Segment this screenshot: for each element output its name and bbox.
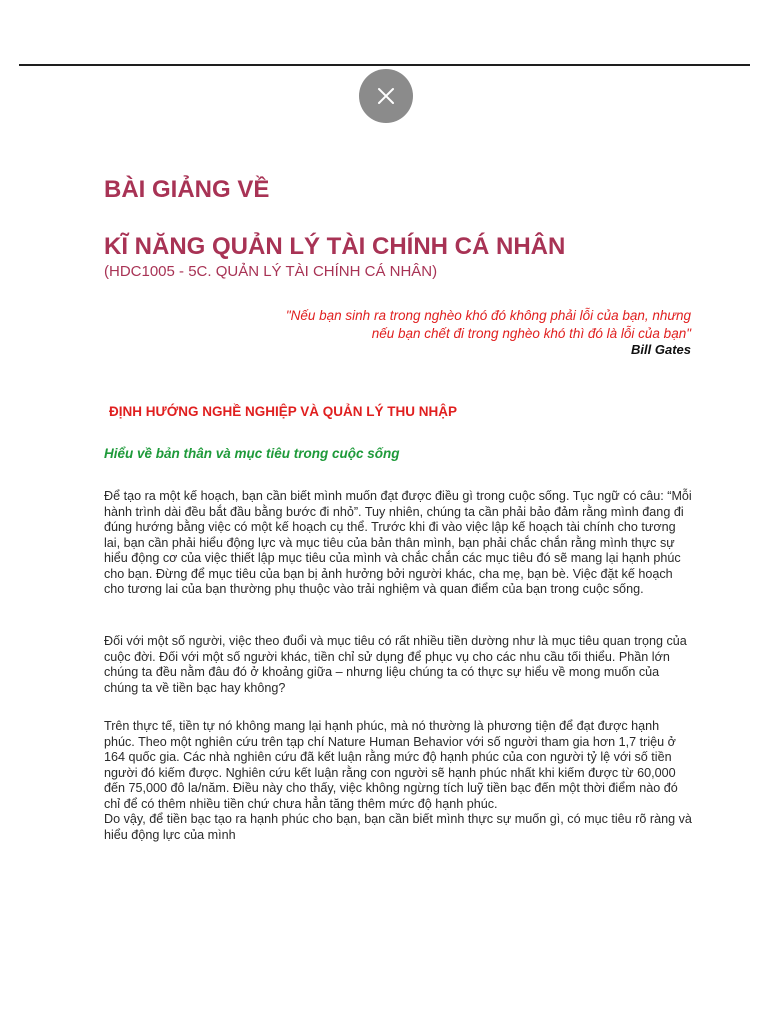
document-subtitle: (HDC1005 - 5C. QUẢN LÝ TÀI CHÍNH CÁ NHÂN) bbox=[104, 263, 438, 280]
close-button[interactable] bbox=[359, 69, 413, 123]
body-paragraph: Do vậy, để tiền bạc tạo ra hạnh phúc cho bạn, bạn cần biết mình thực sự muốn gì, có mục tiêu rõ ràng và hiểu động lực của mình bbox=[104, 812, 692, 842]
top-divider bbox=[19, 64, 750, 66]
document-title-line-2: KĨ NĂNG QUẢN LÝ TÀI CHÍNH CÁ NHÂN bbox=[104, 233, 566, 260]
section-heading: ĐỊNH HƯỚNG NGHỀ NGHIỆP VÀ QUẢN LÝ THU NHẬP bbox=[109, 404, 457, 419]
body-paragraph: Trên thực tế, tiền tự nó không mang lại hạnh phúc, mà nó thường là phương tiện để đạt được hạnh phúc. Theo một nghiên cứu trên tạp chí Nature Human Behavior với số người tham gia hơn 1,7 triệu ở 164 quốc gia. Các nhà nghiên cứu đã kết luận rằng mức độ hạnh phúc của con người tỷ lệ với số tiền người đó kiếm được. Nghiên cứu kết luận rằng con người sẽ hạnh phúc nhất khi kiếm được từ 60,000 đến 75,000 đô la/năm. Điều này cho thấy, việc không ngừng tích luỹ tiền bạc đến một thời điểm nào đó chỉ để có thêm nhiều tiền chứ chưa hẳn tăng thêm mức độ hạnh phúc. bbox=[104, 719, 678, 811]
quote-text: "Nếu bạn sinh ra trong nghèo khó đó không phải lỗi của bạn, nhưng nếu bạn chết đi trong nghèo khó thì đó là lỗi của bạn" bbox=[285, 308, 691, 341]
body-paragraph: Đối với một số người, việc theo đuổi và mục tiêu có rất nhiều tiền dường như là mục tiêu quan trọng của cuộc đời. Đối với một số người khác, tiền chỉ sử dụng để phục vụ cho các nhu cầu tối thiểu. Phần lớn chúng ta đều nằm đâu đó ở khoảng giữa – nhưng liệu chúng ta có thực sự hiểu về mong muốn của chúng ta về tiền bạc hay không? bbox=[104, 634, 687, 695]
body-paragraph: Để tạo ra một kế hoạch, bạn cần biết mình muốn đạt được điều gì trong cuộc sống. Tục ngữ có câu: “Mỗi hành trình dài đều bắt đầu bằng bước đi nhỏ”. Tuy nhiên, chúng ta cần phải bảo đảm rằng mình đang đi đúng hướng bằng việc có một kế hoạch cụ thể. Trước khi đi vào việc lập kế hoạch tài chính cho tương lai, bạn cần phải hiểu động lực và mục tiêu của bản thân mình, bạn phải chắc chắn rằng mình thực sự hiểu động cơ của việc thiết lập mục tiêu của mình và chắc chắn các mục tiêu đó sẽ mang lại hạnh phúc cho bạn. Đừng để mục tiêu của bạn bị ảnh hưởng bởi người khác, cha mẹ, bạn bè. Việc đặt kế hoạch cho tương lai của bạn thường phụ thuộc vào trải nghiệm và quan điểm của bạn trong cuộc sống. bbox=[104, 489, 692, 596]
document-title-line-1: BÀI GIẢNG VỀ bbox=[104, 176, 270, 203]
quote-author: Bill Gates bbox=[631, 342, 691, 357]
section-subheading: Hiểu về bản thân và mục tiêu trong cuộc sống bbox=[104, 446, 400, 461]
close-icon bbox=[377, 87, 395, 105]
